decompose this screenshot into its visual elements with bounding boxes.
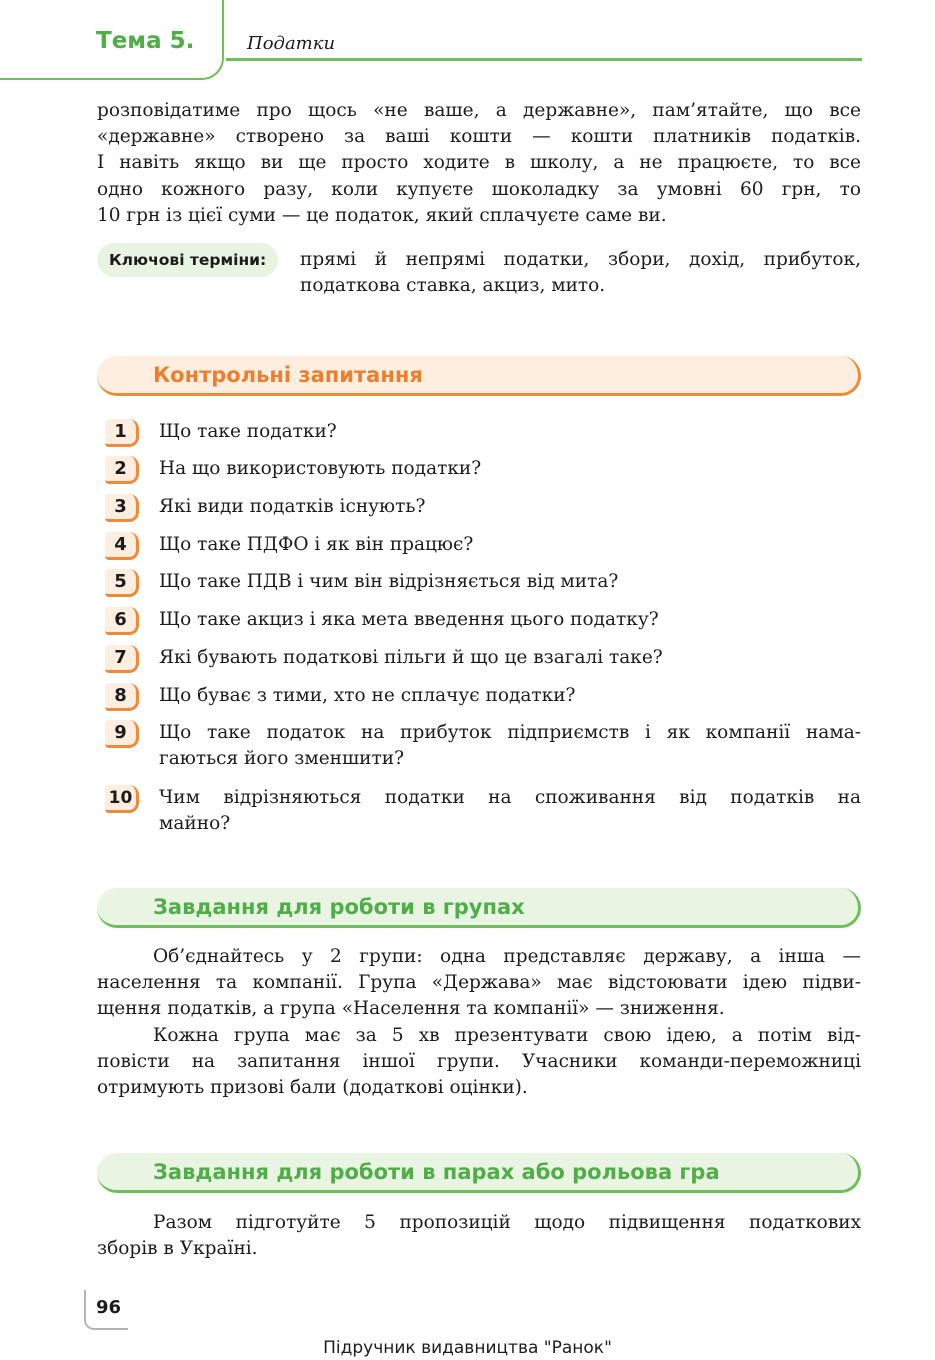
text-line: майно? [159,813,231,835]
header-rule [226,58,862,61]
text-line: одно кожного разу, коли купуєте шоколадку за умовні 60 грн, то [97,178,861,200]
question-text [159,720,861,772]
question-number: 6 [105,607,139,635]
text-line: Що таке податки? [159,421,337,442]
question-text [159,645,861,671]
question-text [159,683,861,709]
question-text [159,785,861,837]
section-header-control-questions [97,356,861,396]
text-line: Кожна група має за 5 хв презентувати свою ідею, а потім від- [153,1025,861,1046]
section-title: Завдання для роботи в парах або рольова гра [153,1160,720,1184]
question-text [159,532,861,558]
question-text [159,456,861,482]
question-text [159,494,861,520]
text-line: Що таке податок на прибуток підприємств і як компанії нама- [159,722,861,743]
topic-label: Тема 5. [96,28,195,54]
question-number: 1 [105,419,139,447]
question-text [159,607,861,633]
text-line: щення податків, а група «Населення та компанії» — зниження. [97,998,725,1020]
text-line: зборів в Україні. [97,1238,258,1260]
text-line: Об’єднайтесь у 2 групи: одна представляє державу, а інша — [153,946,861,967]
text-line: 10 грн із цієї суми — це податок, який сплачуєте саме ви. [97,204,667,226]
pair-task-paragraph [97,1210,861,1262]
text-line: повісти на запитання іншої групи. Учасники команди-переможниці [97,1051,861,1073]
text-line: Що таке ПДФО і як він працює? [159,534,474,555]
question-number: 9 [105,720,139,748]
publisher-footer: Підручник видавництва "Ранок" [323,1338,612,1358]
question-number: 4 [105,532,139,560]
text-line: Чим відрізняються податки на споживання від податків на [159,787,861,808]
text-line: податкова ставка, акциз, мито. [300,275,606,297]
text-line: І навіть якщо ви ще просто ходите в школу, а не працюєте, то все [97,152,861,174]
question-number: 5 [105,569,139,597]
text-line: населення та компанії. Група «Держава» має відстоювати ідею підви- [97,972,861,994]
question-number: 2 [105,456,139,484]
group-task-paragraph-1 [97,944,861,1023]
section-title: Контрольні запитання [153,363,423,387]
text-line: Які бувають податкові пільги й що це взагалі таке? [159,647,663,668]
page-number: 96 [96,1297,122,1318]
key-terms-badge: Ключові терміни: [97,243,278,277]
text-line: Що таке акциз і яка мета введення цього податку? [159,609,659,630]
text-line: розповідатиме про щось «не ваше, а державне», пам’ятайте, що все [97,100,861,121]
intro-paragraph [97,98,861,229]
text-line: отримують призові бали (додаткові оцінки). [97,1077,528,1099]
page-title: Податки [247,33,336,54]
question-text [159,419,861,445]
key-terms-text [300,247,861,299]
section-header-group-task [97,888,861,928]
text-line: Які види податків існують? [159,496,426,517]
question-text [159,569,861,595]
text-line: На що використовують податки? [159,458,482,479]
question-number: 3 [105,494,139,522]
text-line: Що буває з тими, хто не сплачує податки? [159,685,576,706]
section-title: Завдання для роботи в групах [153,895,525,919]
text-line: гаються його зменшити? [159,748,404,770]
text-line: Що таке ПДВ і чим він відрізняється від мита? [159,571,619,592]
text-line: Разом підготуйте 5 пропозицій щодо підвищення податкових [153,1212,861,1233]
question-number: 8 [105,683,139,711]
group-task-paragraph-2 [97,1023,861,1102]
question-number: 10 [105,785,139,813]
question-number: 7 [105,645,139,673]
text-line: «державне» створено за ваші кошти — кошти платників податків. [97,126,861,148]
section-header-pair-task [97,1153,861,1193]
text-line: прямі й непрямі податки, збори, дохід, прибуток, [300,249,861,270]
